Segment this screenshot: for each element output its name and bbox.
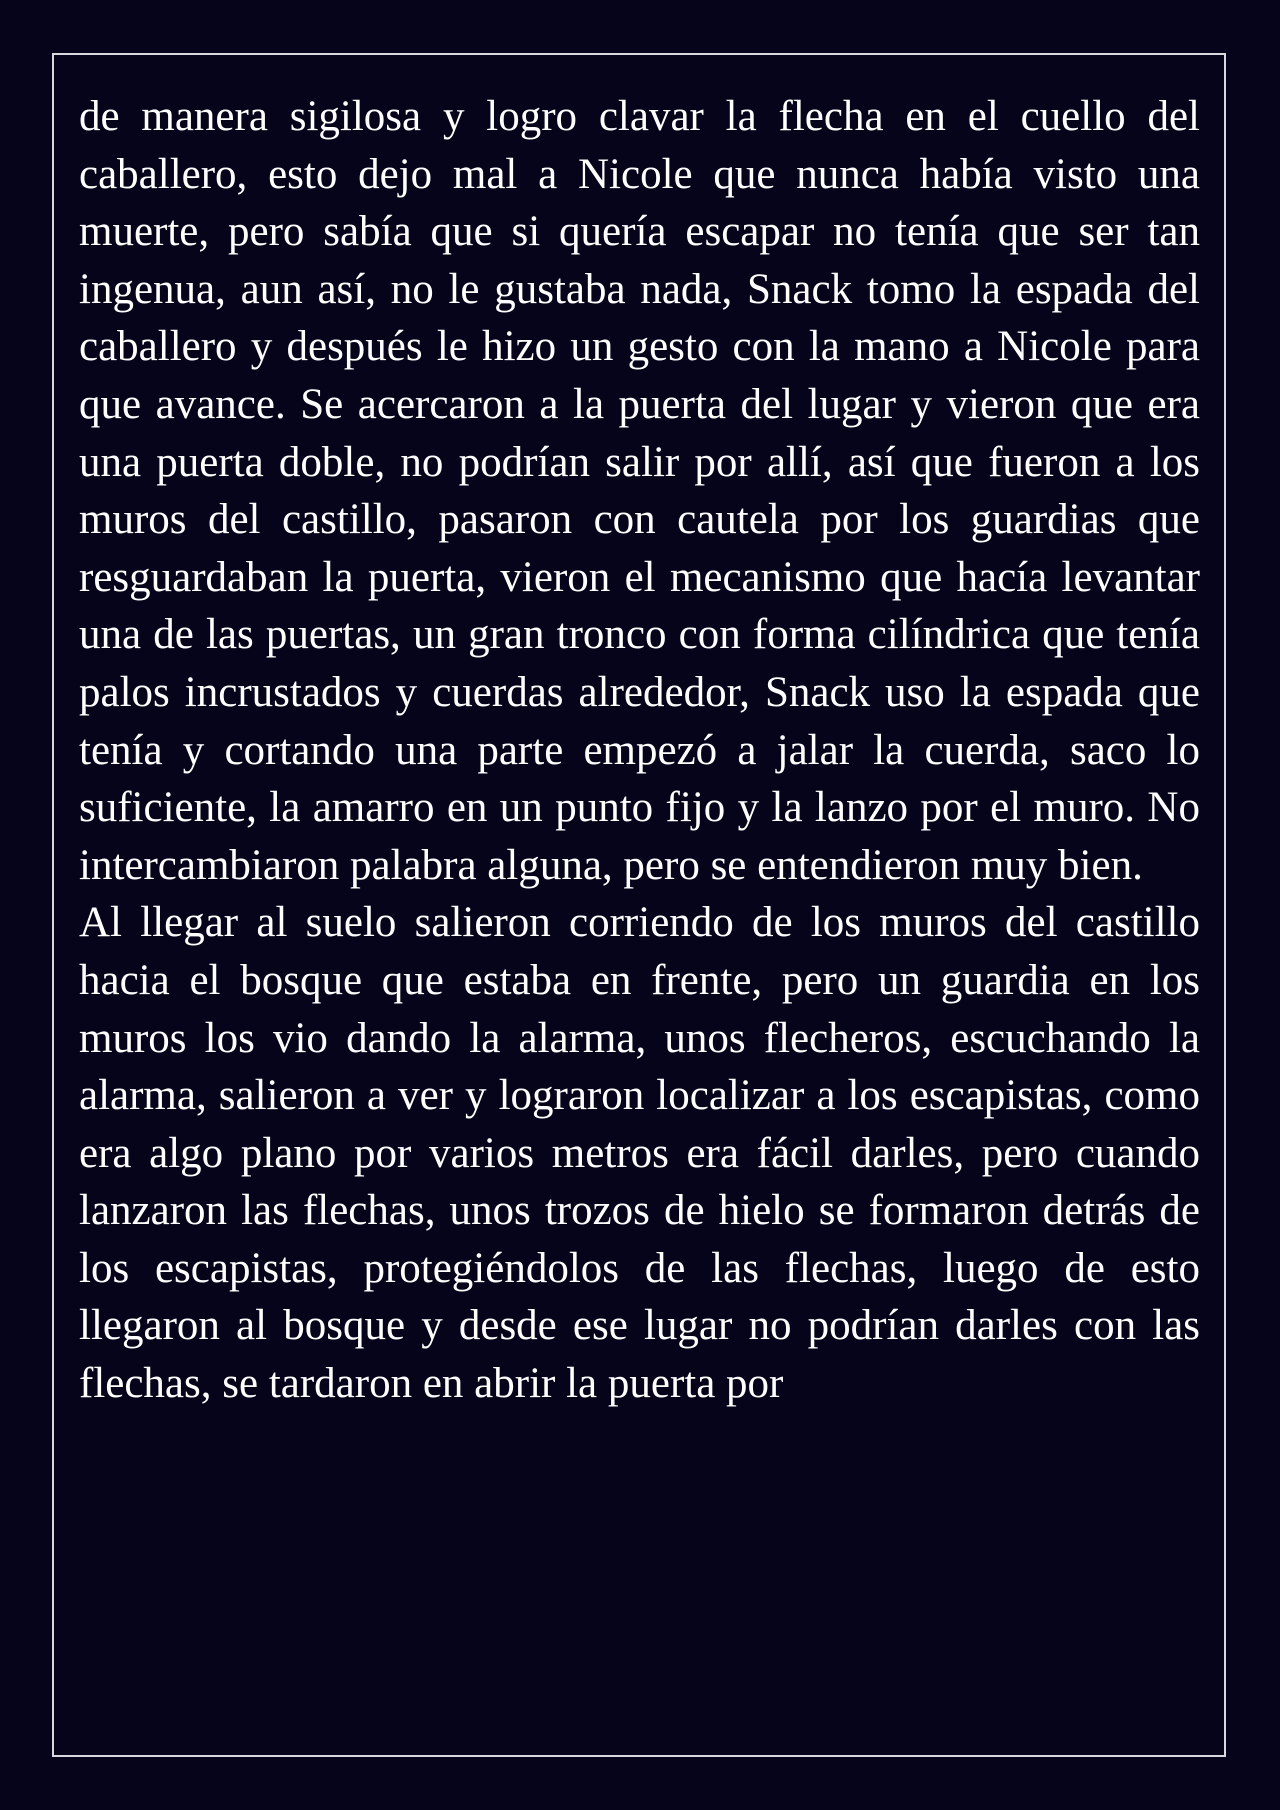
text-body bbox=[79, 88, 1200, 1413]
paragraph-1: de manera sigilosa y logro clavar la flecha en el cuello del caballero, esto dejo mal a Nicole que nunca había visto una muerte, pero sabía que si quería escapar no tenía que ser tan ingenua, aun así, no le gustaba nada, Snack tomo la espada del caballero y después le hizo un gesto con la mano a Nicole para que avance. Se acercaron a la puerta del lugar y vieron que era una puerta doble, no podrían salir por allí, así que fueron a los muros del castillo, pasaron con cautela por los guardias que resguardaban la puerta, vieron el mecanismo que hacía levantar una de las puertas, un gran tronco con forma cilíndrica que tenía palos incrustados y cuerdas alrededor, Snack uso la espada que tenía y cortando una parte empezó a jalar la cuerda, saco lo suficiente, la amarro en un punto fijo y la lanzo por el muro. No intercambiaron palabra alguna, pero se entendieron muy bien. bbox=[79, 93, 1200, 889]
paragraph-2: Al llegar al suelo salieron corriendo de los muros del castillo hacia el bosque que estaba en frente, pero un guardia en los muros los vio dando la alarma, unos flecheros, escuchando la alarma, salieron a ver y lograron localizar a los escapistas, como era algo plano por varios metros era fácil darles, pero cuando lanzaron las flechas, unos trozos de hielo se formaron detrás de los escapistas, protegiéndolos de las flechas, luego de esto llegaron al bosque y desde ese lugar no podrían darles con las flechas, se tardaron en abrir la puerta por bbox=[79, 899, 1200, 1408]
